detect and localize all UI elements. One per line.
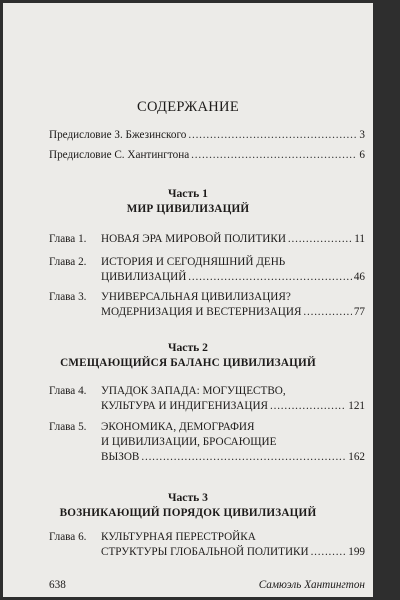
- chapter-label: Глава 1.: [49, 233, 87, 245]
- chapter-title-line: УНИВЕРСАЛЬНАЯ ЦИВИЛИЗАЦИЯ?: [101, 291, 291, 303]
- chapter-title-line: СТРУКТУРЫ ГЛОБАЛЬНОЙ ПОЛИТИКИ: [101, 546, 309, 558]
- dot-leader: [188, 271, 352, 283]
- part-2-label: Часть 2: [168, 341, 208, 354]
- part-3-name: ВОЗНИКАЮЩИЙ ПОРЯДОК ЦИВИЛИЗАЦИЙ: [59, 507, 317, 519]
- chapter-title-line: И ЦИВИЛИЗАЦИИ, БРОСАЮЩИЕ: [101, 436, 277, 448]
- chapter-title-line: УПАДОК ЗАПАДА: МОГУЩЕСТВО,: [101, 385, 286, 397]
- chapter-label: Глава 4.: [49, 385, 87, 397]
- chapter-page: 11: [354, 233, 365, 245]
- page-number: 638: [49, 579, 66, 591]
- chapter-label: Глава 6.: [49, 531, 87, 543]
- preface-page: 3: [359, 129, 365, 141]
- dot-leader: [141, 451, 346, 463]
- chapter-title-line: ЦИВИЛИЗАЦИЙ: [101, 271, 187, 283]
- chapter-page: 162: [348, 451, 365, 463]
- running-footer-author: Самюэль Хантингтон: [258, 579, 365, 591]
- dot-leader: [288, 233, 352, 245]
- dot-leader: [311, 546, 347, 558]
- toc-preface-2: [49, 149, 365, 161]
- part-1-label: Часть 1: [168, 187, 208, 200]
- part-3-label: Часть 3: [168, 491, 208, 504]
- chapter-title-line: ЭКОНОМИКА, ДЕМОГРАФИЯ: [101, 421, 255, 433]
- dot-leader: [270, 400, 346, 412]
- chapter-label: Глава 3.: [49, 291, 87, 303]
- chapter-page: 199: [348, 546, 365, 558]
- part-2-name: СМЕЩАЮЩИЙСЯ БАЛАНС ЦИВИЛИЗАЦИЙ: [60, 357, 316, 369]
- chapter-page: 77: [353, 306, 365, 318]
- chapter-label: Глава 2.: [49, 256, 87, 268]
- chapter-page: 46: [353, 271, 365, 283]
- chapter-title-line: КУЛЬТУРА И ИНДИГЕНИЗАЦИЯ: [101, 400, 268, 412]
- chapter-label: Глава 5.: [49, 421, 87, 433]
- preface-title: Предисловие З. Бжезинского: [49, 129, 187, 141]
- chapter-page: 121: [348, 400, 365, 412]
- toc-heading: СОДЕРЖАНИЕ: [137, 99, 239, 115]
- book-page: [3, 3, 373, 597]
- dot-leader: [191, 149, 357, 161]
- toc-preface-1: [49, 129, 365, 141]
- chapter-title-line: ВЫЗОВ: [101, 451, 140, 463]
- chapter-title-line: МОДЕРНИЗАЦИЯ И ВЕСТЕРНИЗАЦИЯ: [101, 306, 302, 318]
- preface-page: 6: [359, 149, 365, 161]
- preface-title: Предисловие С. Хантингтона: [49, 149, 190, 161]
- dot-leader: [303, 306, 351, 318]
- chapter-title-line: ИСТОРИЯ И СЕГОДНЯШНИЙ ДЕНЬ: [101, 256, 286, 268]
- part-1-name: МИР ЦИВИЛИЗАЦИЙ: [126, 203, 250, 215]
- chapter-title-line: НОВАЯ ЭРА МИРОВОЙ ПОЛИТИКИ: [101, 233, 286, 245]
- dot-leader: [188, 129, 357, 141]
- chapter-title-line: КУЛЬТУРНАЯ ПЕРЕСТРОЙКА: [101, 531, 256, 543]
